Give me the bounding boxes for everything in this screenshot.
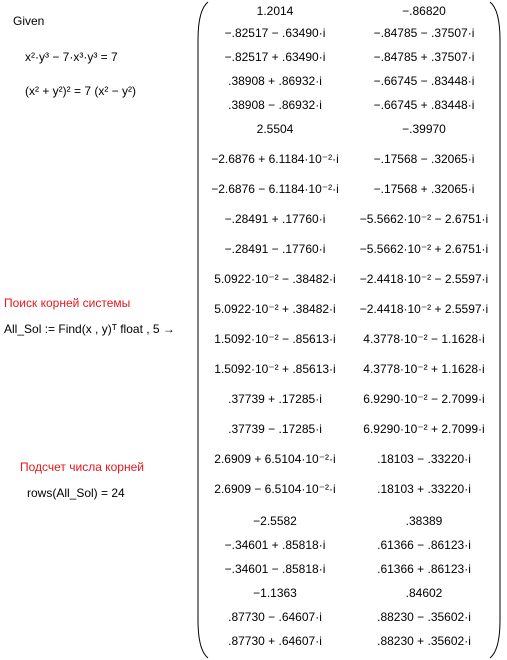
matrix-cell: −5.5662·10⁻² − 2.6751·i <box>359 212 489 226</box>
matrix-cell: −.84785 − .37507·i <box>373 26 475 40</box>
matrix-cell: .87730 − .64607·i <box>228 610 322 624</box>
matrix-cell: 5.0922·10⁻² + .38482·i <box>214 302 336 316</box>
matrix-cell: 2.6909 + 6.5104·10⁻²·i <box>214 452 336 466</box>
matrix-cell: .38389 <box>405 514 443 528</box>
matrix-cell: .37739 − .17285·i <box>228 422 322 436</box>
matrix-cell: .88230 + .35602·i <box>377 634 471 648</box>
matrix-cell: .61366 + .86123·i <box>377 562 471 576</box>
equation-1-text: x²·y³ − 7·x³·y³ = 7 <box>25 50 118 64</box>
find-expression-text: All_Sol := Find(x , y)ᵀ float , 5 → <box>4 322 175 336</box>
matrix-cell: .37739 + .17285·i <box>228 392 322 406</box>
matrix-cell: 6.9290·10⁻² + 2.7099·i <box>363 422 485 436</box>
matrix-cell: 5.0922·10⁻² − .38482·i <box>214 272 336 286</box>
matrix-cell: .88230 − .35602·i <box>377 610 471 624</box>
matrix-cell: 2.6909 − 6.5104·10⁻²·i <box>214 482 336 496</box>
matrix-cell: −.82517 + .63490·i <box>224 50 326 64</box>
matrix-cell: 1.5092·10⁻² + .85613·i <box>214 362 336 376</box>
matrix-cell: −.39970 <box>402 122 446 136</box>
matrix-cell: −.17568 − .32065·i <box>373 152 475 166</box>
matrix-cell: −.86820 <box>402 4 446 18</box>
section-title-count-roots: Подсчет числа корней <box>20 460 144 474</box>
matrix-cell: −.66745 + .83448·i <box>373 98 475 112</box>
matrix-cell: .87730 + .64607·i <box>228 634 322 648</box>
matrix-cell: −.34601 + .85818·i <box>224 538 326 552</box>
matrix-cell: .38908 − .86932·i <box>228 98 322 112</box>
matrix-cell: −1.1363 <box>253 586 297 600</box>
matrix-cell: .18103 + .33220·i <box>377 482 471 496</box>
matrix-cell: −.84785 + .37507·i <box>373 50 475 64</box>
matrix-cell: −2.4418·10⁻² + 2.5597·i <box>359 302 489 316</box>
matrix-cell: −2.5582 <box>253 514 297 528</box>
matrix-left-bracket <box>196 0 210 660</box>
matrix-cell: .61366 − .86123·i <box>377 538 471 552</box>
rows-expression-text: rows(All_Sol) = 24 <box>27 486 125 500</box>
section-title-find-roots: Поиск корней системы <box>4 296 131 310</box>
matrix-cell: −2.4418·10⁻² − 2.5597·i <box>359 272 489 286</box>
given-label: Given <box>13 14 45 28</box>
matrix-cell: 1.2014 <box>256 4 294 18</box>
matrix-cell: 1.5092·10⁻² − .85613·i <box>214 332 336 346</box>
matrix-cell: −.82517 − .63490·i <box>224 26 326 40</box>
equation-2-text: (x² + y²)² = 7 (x² − y²) <box>25 84 136 98</box>
matrix-cell: −2.6876 + 6.1184·10⁻²·i <box>211 152 339 166</box>
matrix-cell: .84602 <box>405 586 443 600</box>
matrix-cell: 4.3778·10⁻² − 1.1628·i <box>363 332 485 346</box>
matrix-cell: −.34601 − .85818·i <box>224 562 326 576</box>
matrix-cell: −.66745 − .83448·i <box>373 74 475 88</box>
matrix-cell: 4.3778·10⁻² + 1.1628·i <box>363 362 485 376</box>
matrix-cell: −.28491 + .17760·i <box>224 212 326 226</box>
matrix-cell: .18103 − .33220·i <box>377 452 471 466</box>
matrix-cell: −5.5662·10⁻² + 2.6751·i <box>359 242 489 256</box>
matrix-right-bracket <box>488 0 502 660</box>
matrix-cell: −.17568 + .32065·i <box>373 182 475 196</box>
matrix-cell: .38908 + .86932·i <box>228 74 322 88</box>
matrix-cell: −2.6876 − 6.1184·10⁻²·i <box>211 182 339 196</box>
matrix-cell: 6.9290·10⁻² − 2.7099·i <box>363 392 485 406</box>
matrix-cell: 2.5504 <box>256 122 294 136</box>
matrix-cell: −.28491 − .17760·i <box>224 242 326 256</box>
